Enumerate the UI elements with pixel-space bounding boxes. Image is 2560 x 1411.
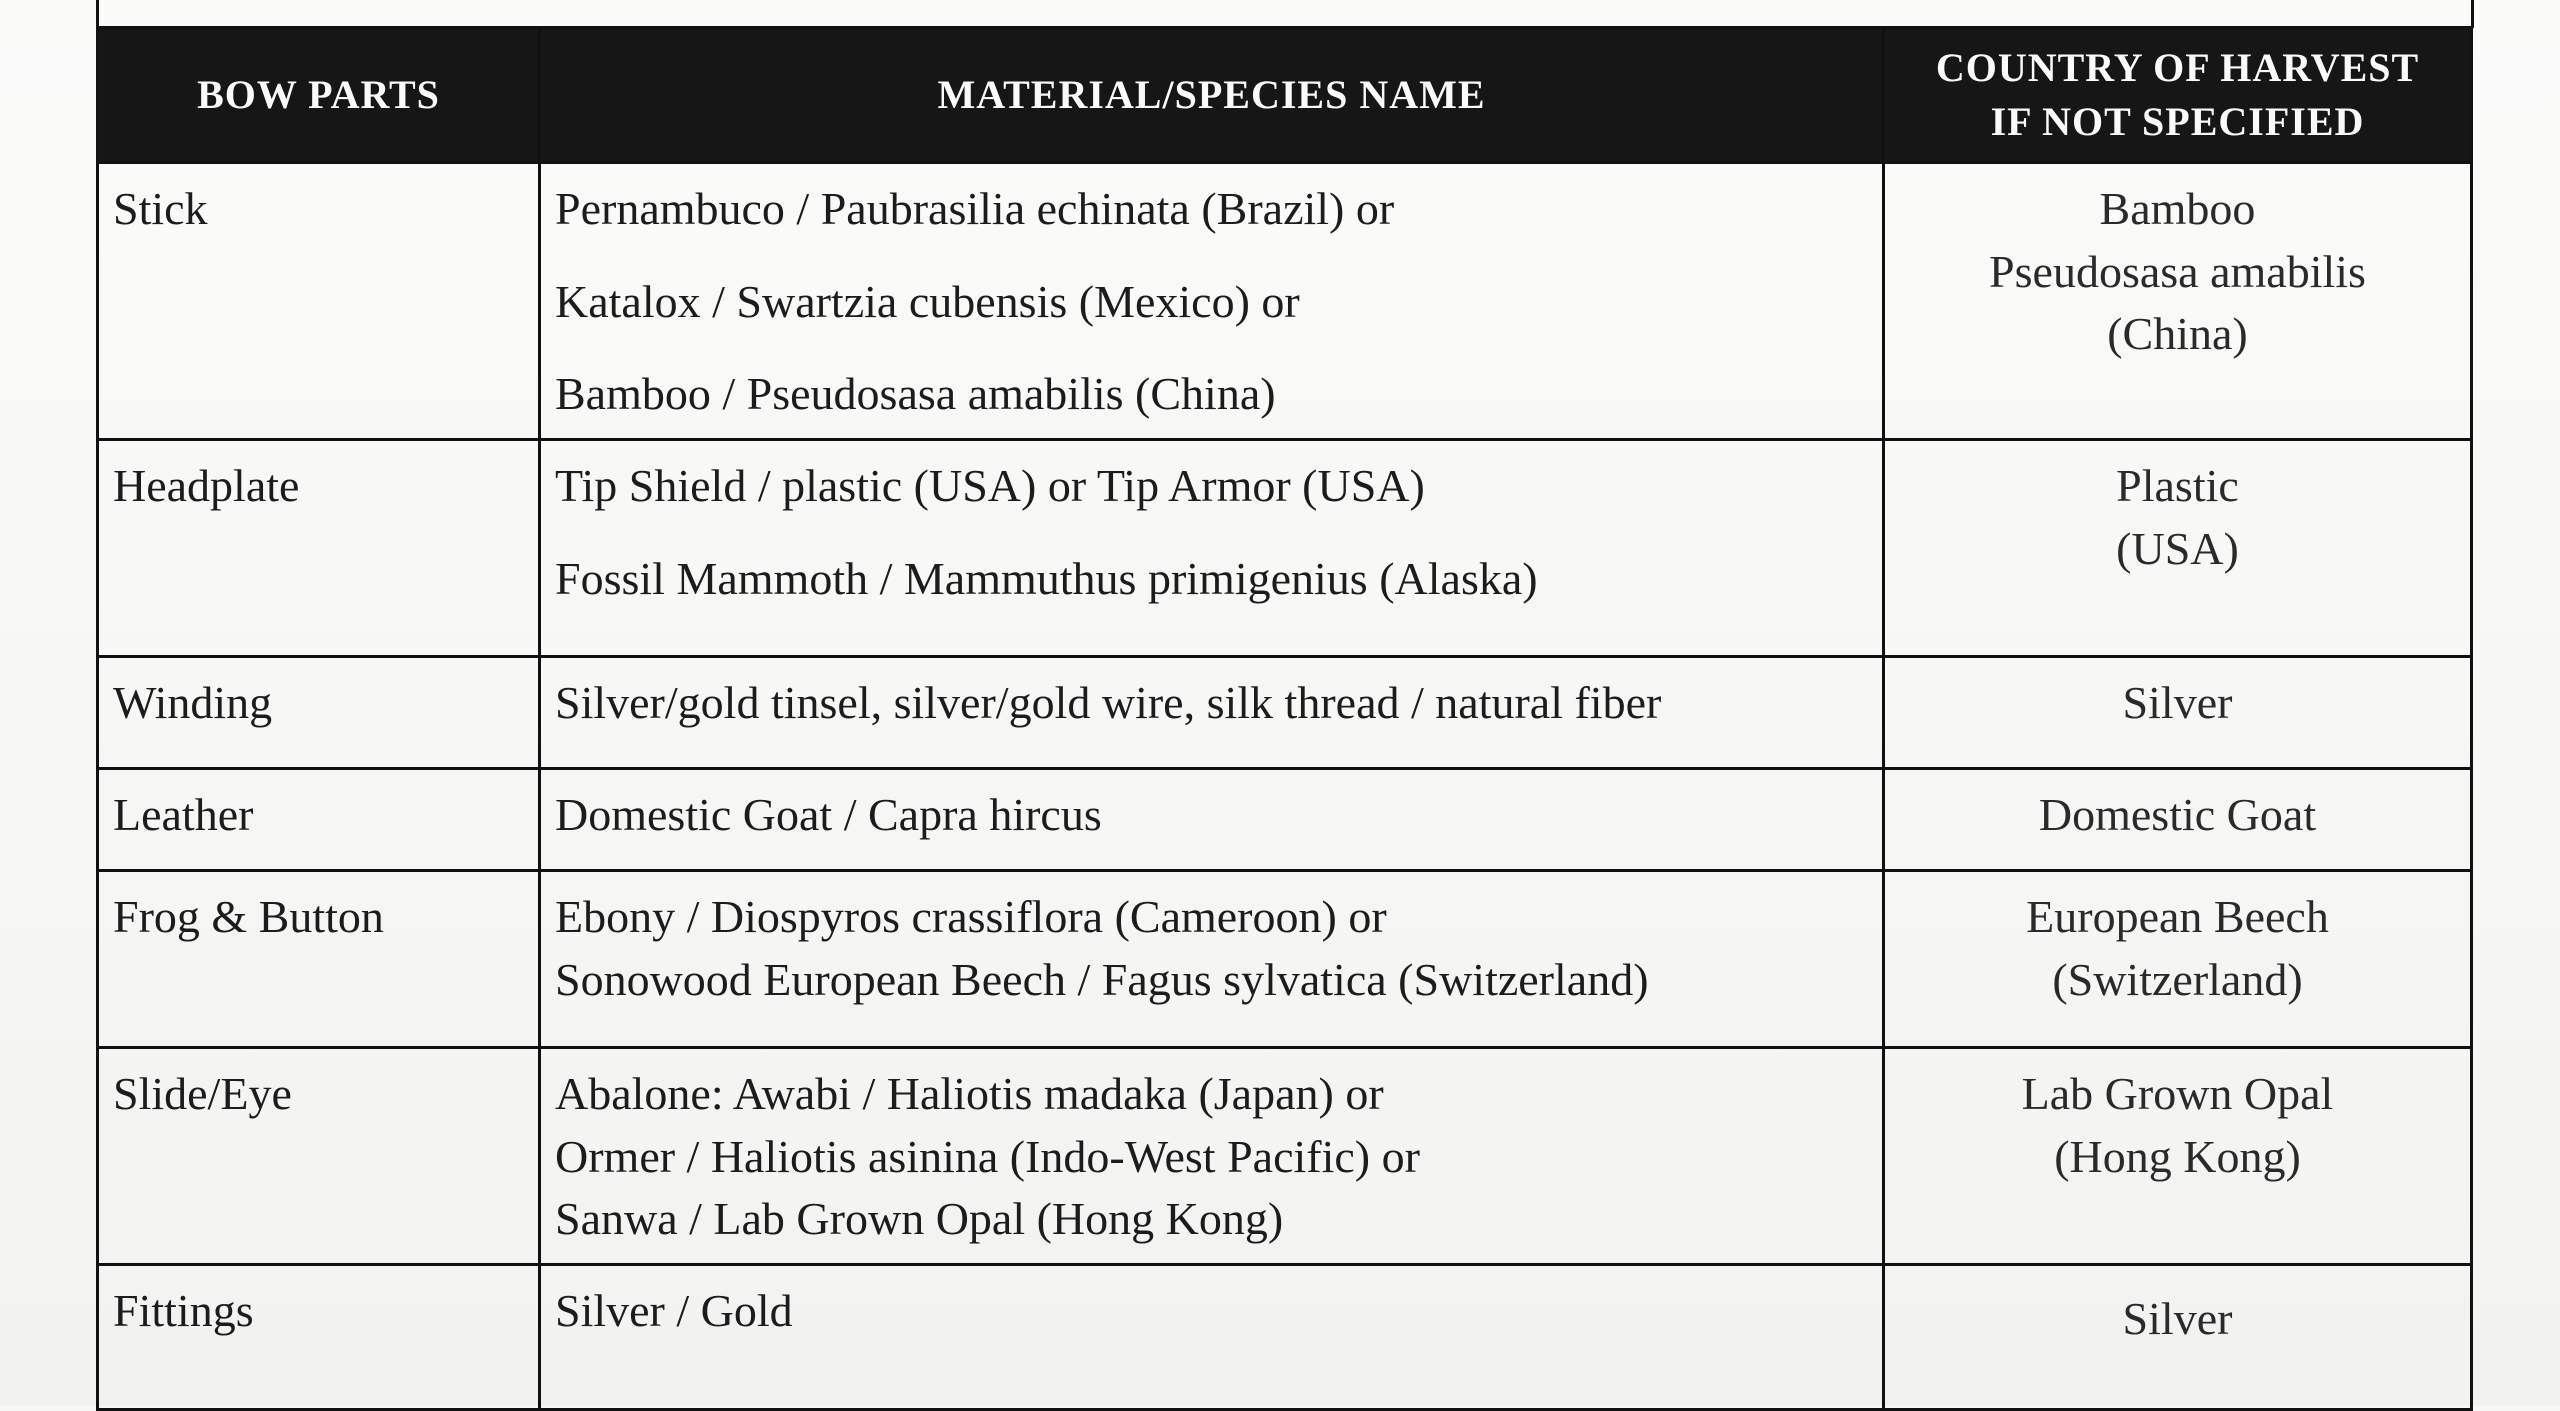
country-cell [1884,657,2472,769]
country-cell [1884,163,2472,440]
part-name: Slide/Eye [98,1048,540,1265]
country-line: Pseudosasa amabilis [1989,245,2366,297]
material-cell [540,871,1884,1048]
part-name: Leather [98,769,540,871]
material-cell [540,163,1884,440]
part-name: Fittings [98,1265,540,1410]
country-line: Silver [2122,1293,2233,1344]
table-row [98,1265,2472,1410]
country-line: (Switzerland) [2052,953,2303,1005]
material-line: Tip Shield / plastic (USA) or Tip Armor (USA) [555,460,1425,511]
header-material-species: MATERIAL/SPECIES NAME [540,28,1884,163]
part-name: Stick [98,163,540,440]
table-row [98,769,2472,871]
material-line: Sonowood European Beech / Fagus sylvatica (Switzerland) [555,953,1649,1005]
material-cell [540,1048,1884,1265]
country-line: Domestic Goat [2038,789,2317,840]
header-country-line1: COUNTRY OF HARVEST [1935,45,2420,90]
part-name: Winding [98,657,540,769]
material-line: Silver / Gold [555,1285,793,1336]
country-line: Bamboo [2099,183,2256,234]
material-line: Ebony / Diospyros crassiflora (Cameroon) or [555,891,1387,942]
country-cell [1884,1048,2472,1265]
country-line: Plastic [2116,460,2239,511]
material-line: Katalox / Swartzia cubensis (Mexico) or [555,275,1300,327]
header-country-of-harvest [1884,28,2472,163]
table-row [98,871,2472,1048]
country-line: (USA) [2116,522,2239,574]
material-line: Sanwa / Lab Grown Opal (Hong Kong) [555,1193,1284,1245]
previous-table-section-edge [96,0,2474,28]
material-line: Pernambuco / Paubrasilia echinata (Brazil) or [555,183,1395,234]
country-line: Lab Grown Opal [2021,1068,2334,1119]
material-line: Domestic Goat / Capra hircus [555,789,1102,840]
material-line: Bamboo / Pseudosasa amabilis (China) [555,368,1276,420]
country-cell [1884,1265,2472,1410]
part-name: Headplate [98,440,540,657]
table-row [98,440,2472,657]
country-cell [1884,440,2472,657]
table-header-row [98,28,2472,163]
material-cell [540,1265,1884,1410]
country-line: (Hong Kong) [2054,1130,2301,1182]
header-country-line2: IF NOT SPECIFIED [1990,99,2365,144]
material-cell [540,769,1884,871]
material-cell [540,657,1884,769]
country-line: Silver [2122,677,2233,728]
bow-parts-table [96,26,2473,1411]
country-line: (China) [2107,308,2248,360]
header-bow-parts: BOW PARTS [98,28,540,163]
material-line: Ormer / Haliotis asinina (Indo-West Pacific) or [555,1130,1420,1182]
table-row [98,657,2472,769]
material-line: Fossil Mammoth / Mammuthus primigenius (Alaska) [555,552,1538,604]
country-cell [1884,871,2472,1048]
table-row [98,163,2472,440]
material-line: Abalone: Awabi / Haliotis madaka (Japan) or [555,1068,1384,1119]
material-line: Silver/gold tinsel, silver/gold wire, silk thread / natural fiber [555,677,1662,728]
country-cell [1884,769,2472,871]
country-line: European Beech [2026,891,2329,942]
table-row [98,1048,2472,1265]
part-name: Frog & Button [98,871,540,1048]
material-cell [540,440,1884,657]
